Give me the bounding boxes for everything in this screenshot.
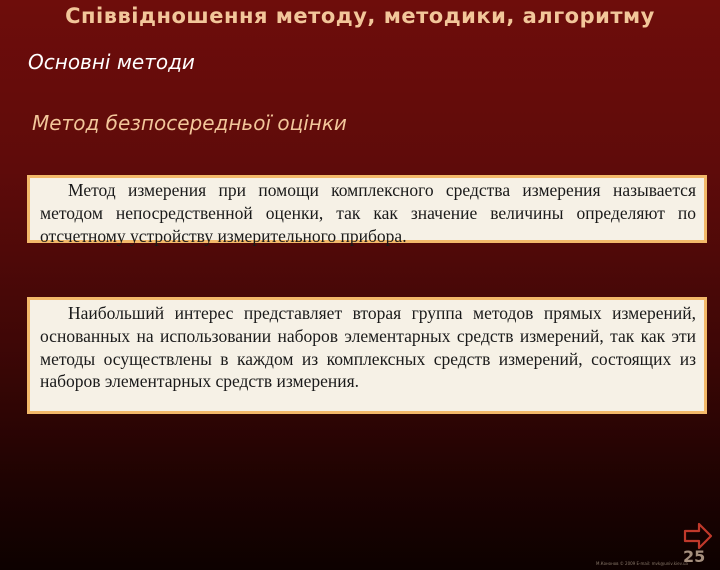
slide-number: 25 — [683, 547, 706, 566]
slide-subtitle: Основні методи — [28, 50, 195, 74]
interest-text: Наибольший интерес представляет вторая группа методов прямых измерений, основанных на использовании наборов элементарных средств измерений, так как эти методы осуществлены в каждом из комплексных средств измерений, состоящих из наборов элементарных средств измерения. — [40, 303, 696, 392]
interest-text-box — [27, 297, 707, 414]
definition-text-box — [27, 175, 707, 246]
slide-title: Співвідношення методу, методики, алгоритму — [65, 4, 655, 28]
method-heading: Метод безпосередньої оцінки — [32, 111, 347, 135]
footer-note: М.Кононов © 2009 E-mail: mvk@univ.kiev.ua — [596, 561, 688, 566]
definition-text: Метод измерения при помощи комплексного средства измерения называется методом непосредственной оценки, так как значение величины определяют по отсчетному устройству измерительного прибора. — [40, 180, 696, 246]
